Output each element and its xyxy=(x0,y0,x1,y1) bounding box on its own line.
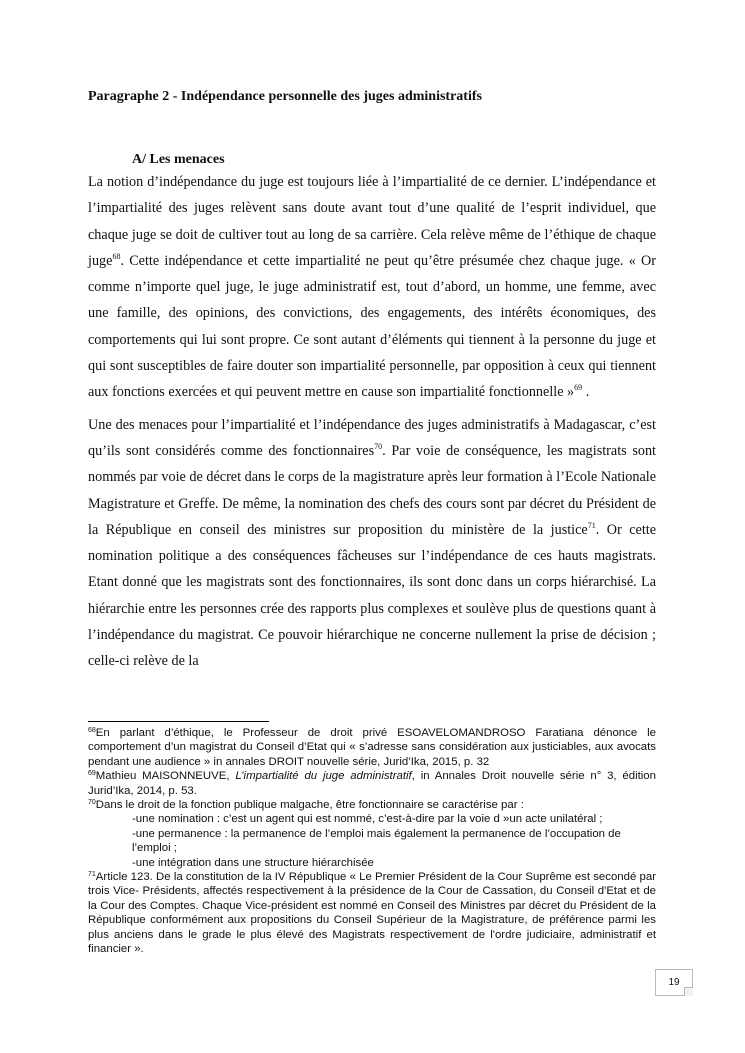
footnote-71 xyxy=(88,870,656,956)
paragraph-2 xyxy=(88,412,656,675)
footnote-ref-71[interactable]: 71 xyxy=(587,520,596,530)
page-number: 19 xyxy=(655,969,693,996)
paragraph-1-text-a: La notion d’indépendance du juge est toujours liée à l’impartialité de ce dernier. L’indépendance et l’impartialité des juges relèvent sans doute avant tout d’une qualité de l’esprit individuel, que chaque juge se doit de cultiver tout au long de sa carrière. Cela relève même de l’éthique de chaque juge xyxy=(88,174,656,269)
footnotes xyxy=(88,726,656,957)
footnote-71-num: 71 xyxy=(88,871,96,879)
footnote-ref-69[interactable]: 69 xyxy=(574,383,583,393)
paragraph-1-text-b: . Cette indépendance et cette impartialité ne peut qu’être présumée chez chaque juge. « Or comme n’importe quel juge, le juge administratif est, tout d’abord, un homme, une femme, avec une famille, des opinions, des convictions, des engagements, des intérêts économiques, des comportements qui lui sont propre. Ce sont autant d’éléments qui tiennent à la personne du juge et qui sont susceptibles de faire douter son impartialité personnelle, par opposition à ceux qui tiennent aux fonctions exercées et qui peuvent mettre en cause son impartialité fonctionnelle » xyxy=(88,252,656,401)
footnote-70 xyxy=(88,798,656,812)
footnote-69-rest: , in Annales Droit nouvelle série n° 3, édition Jurid’Ika, 2014, p. 53. xyxy=(88,770,656,797)
footnote-69-author: Mathieu MAISONNEUVE, xyxy=(95,770,236,783)
footnote-68 xyxy=(88,726,656,769)
footnote-70-list xyxy=(88,812,656,870)
footnote-separator xyxy=(88,721,269,722)
footnote-70-intro: Dans le droit de la fonction publique malgache, être fonctionnaire se caractérise par : xyxy=(95,799,524,812)
footnote-ref-68[interactable]: 68 xyxy=(112,251,121,261)
footnote-71-text: Article 123. De la constitution de la IV République « Le Premier Président de la Cour Suprême est secondé par trois Vice- Présidents, affectés respectivement à la présidence de la Cour de Cassation, du Conseil d'Etat et de la Cour des Comptes. Chaque Vice-président est nommé en Conseil des Ministres par décret du Président de la République conformément aux propositions du Conseil Supérieur de la Magistrature, de préférence parmi les plus anciens dans le grade le plus élevé des Magistrats respectivement de l'ordre judiciaire, administratif et financier ». xyxy=(88,871,656,956)
paragraph-2-text-b: . Par voie de conséquence, les magistrats sont nommés par voie de décret dans le corps de la magistrature après leur formation à l’Ecole Nationale Magistrature et Greffe. De même, la nomination des chefs des cours sont par décret du Président de la République en conseil des ministres sur proposition du ministère de la justice xyxy=(88,442,656,538)
footnote-68-num: 68 xyxy=(88,727,96,734)
paragraph-1-text-c: . xyxy=(582,384,590,401)
subsection-heading: A/ Les menaces xyxy=(132,152,225,167)
footnote-69-num: 69 xyxy=(88,770,96,778)
footnote-69-title: L’impartialité du juge administratif xyxy=(235,770,412,783)
footnote-ref-70[interactable]: 70 xyxy=(374,441,383,451)
footnote-68-text: En parlant d’éthique, le Professeur de droit privé ESOAVELOMANDROSO Faratiana dénonce le comportement d’un magistrat du Conseil d’Etat qui « s’adresse sans considération aux justiciables, aux avocats pendant une audience » in annales DROIT nouvelle série, Jurid’Ika, 2015, p. 32 xyxy=(88,727,656,768)
footnote-70-item: -une permanence : la permanence de l’emploi mais également la permanence de l’occupation de l’emploi ; xyxy=(132,827,621,855)
footnote-69 xyxy=(88,769,656,798)
page-body xyxy=(88,88,656,675)
footnote-70-item: -une nomination : c’est un agent qui est nommé, c’est-à-dire par la voie d »un acte unilatéral ; xyxy=(132,813,603,826)
section-heading: Paragraphe 2 - Indépendance personnelle des juges administratifs xyxy=(88,89,482,104)
paragraph-2-text-c: . Or cette nomination politique a des conséquences fâcheuses sur l’indépendance de ces hauts magistrats. Etant donné que les magistrats sont des fonctionnaires, ils sont donc dans un corps hiérarchisé. La hiérarchie entre les personnes crée des rapports plus complexes et soulève plus de questions quant à l’indépendance du magistrat. Ce pouvoir hiérarchique ne concerne nullement la prise de décision ; celle-ci relève de la xyxy=(88,521,656,670)
footnote-70-num: 70 xyxy=(88,799,96,807)
paragraph-2-text-a: Une des menaces pour l’impartialité et l’indépendance des juges administratifs à Madagascar, c’est qu’ils sont considérés comme des fonctionnaires xyxy=(88,416,656,459)
paragraph-1 xyxy=(88,169,656,406)
footnote-70-item: -une intégration dans une structure hiérarchisée xyxy=(132,856,374,869)
